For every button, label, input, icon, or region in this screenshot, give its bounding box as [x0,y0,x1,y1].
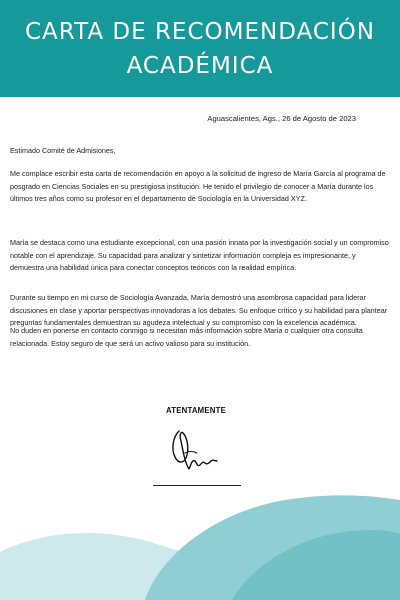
wave-mid [145,495,400,600]
letter-title-line-2: ACADÉMICA [126,53,274,79]
letter-paragraph: Durante su tiempo en mi curso de Sociología Avanzada, María demostró una asombrosa capacidad para liderar discusiones en clase y aportar perspectivas innovadoras a los debates. Su enfoque crítico y su habilidad para plantear preguntas fundamentales demuestran su agudeza intelectual y su compromiso con la excelencia académica. [10,293,388,327]
signature-line [153,485,241,486]
signature-icon [165,423,225,479]
letter-salutation: Estimado Comité de Admisiones, [10,146,116,155]
letter-date: Aguascalientes, Ags., 26 de Agosto de 2023 [207,114,356,123]
letter-paragraph: No duden en ponerse en contacto conmigo si necesitan más información sobre María o cualquier otra consulta relacionada. Estoy seguro de que será un activo valioso para su institución. [10,326,363,348]
wave-light [0,525,400,600]
letter-title-line-1: CARTA DE RECOMENDACIÓN [24,19,375,45]
letter-paragraph: Me complace escribir esta carta de recomendación en apoyo a la solicitud de ingreso de María García al programa de posgrado en Ciencias Sociales en su prestigiosa institución. He tenido el privilegio de conocer a María durante los últimos tres años como su profesor en el departamento de Sociología en la Universidad XYZ. [10,169,386,203]
letter-paragraph: María se destaca como una estudiante excepcional, con una pasión innata por la investigación social y un compromiso notable con el aprendizaje. Su capacidad para analizar y sintetizar información compleja es impresionante, y demuestra una habilidad única para conectar conceptos teóricos con la realidad empírica. [10,238,389,272]
wave-dark [232,530,400,600]
header-banner [0,0,400,97]
letter-closing: ATENTAMENTE [166,406,226,415]
